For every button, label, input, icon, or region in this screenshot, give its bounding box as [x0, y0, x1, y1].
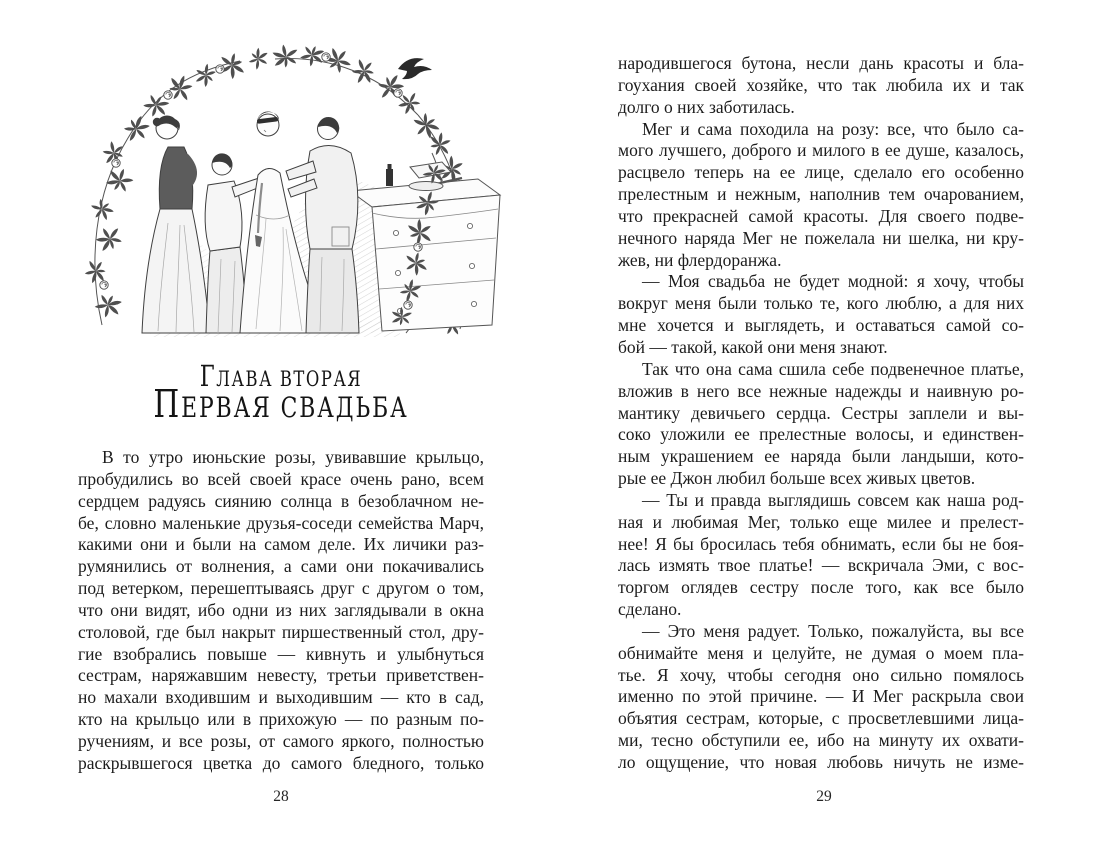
- text-line: мого лучшего, доброго и милого в ее душе, казалось,: [618, 140, 1024, 161]
- page-number-left: 28: [273, 788, 289, 805]
- text-line: кто на крыльцо или в прихожую — по разным по-: [78, 709, 484, 730]
- text-line: обнимайте меня и целуйте, не думая о моем пла-: [618, 642, 1024, 663]
- text-line: что они видят, ибо одни из них заглядывали в окна: [78, 599, 484, 620]
- left-page-text: [78, 447, 484, 775]
- text-line: — Моя свадьба не будет модной: я хочу, чтобы: [642, 271, 1024, 292]
- text-line: гоухания своей хозяйке, что так любила их и так: [618, 74, 1024, 95]
- text-line: народившегося бутона, несли дань красоты и бла-: [618, 53, 1024, 73]
- bird-illustration: [398, 58, 432, 79]
- figure-left-sister: [142, 116, 210, 333]
- text-line: объятия сестрам, которые, с просветлевшими лица-: [618, 708, 1024, 729]
- text-line: под ветерком, перешептываясь друг с другом о том,: [78, 578, 484, 599]
- text-line: сестрам, наряжавшим невесту, третьи приветствен-: [78, 665, 484, 686]
- text-line: — Это меня радует. Только, пожалуйста, вы все: [642, 620, 1024, 641]
- text-line: бе, словно маленькие друзья-соседи семейства Марч,: [78, 512, 484, 533]
- text-line: раскрывшегося цветка до самого бледного, только: [78, 752, 484, 773]
- text-line: ручениям, и все розы, от самого яркого, полностью: [78, 730, 484, 751]
- text-line: что прекрасней самой красоты. Для своего подве-: [618, 205, 1024, 226]
- text-line: но махали входившим и выходившим — кто в сад,: [78, 687, 484, 708]
- right-page-text: [618, 53, 1024, 774]
- text-line: ная и любимая Мег, только еще милее и прелест-: [618, 511, 1024, 532]
- text-line: сердцем радуясь сиянию солнца в безоблачном не-: [78, 490, 484, 511]
- text-line: мантику девичьего сердца. Сестры заплели и вы-: [618, 402, 1024, 423]
- text-line: ло ощущение, что новая любовь ничуть не изме-: [618, 752, 1024, 772]
- text-line: ми, тесно обступили ее, ибо на минуту их охвати-: [618, 730, 1024, 751]
- text-line: Мег и сама походила на розу: все, что было са-: [642, 118, 1024, 139]
- text-line: соко уложили ее прелестные волосы, и единствен-: [618, 424, 1024, 445]
- text-line: гие взобрались повыше — кивнуть и улыбнуться: [78, 643, 484, 664]
- text-line: расцвело теперь на ее лице, сделало его особенно: [618, 162, 1024, 183]
- text-line: сделано.: [618, 599, 682, 620]
- text-line: прелестным и нежным, наполнив тем очарованием,: [618, 184, 1024, 205]
- text-line: какими они и были на самом деле. Их личики раз-: [78, 534, 484, 555]
- text-line: нее! Я бы бросилась тебя обнимать, если бы не боя-: [618, 533, 1024, 554]
- text-line: В то утро июньские розы, увивавшие крыльцо,: [102, 447, 484, 467]
- text-line: торгом оглядев сестру после того, как все было: [618, 577, 1024, 598]
- text-line: рые ее Джон любил больше всех живых цветов.: [618, 468, 976, 489]
- text-line: румянились от волнения, а сами они покачивались: [78, 556, 484, 577]
- text-line: бой — такой, какой они меня знают.: [618, 336, 888, 357]
- page-number-right: 29: [816, 788, 832, 805]
- text-line: — Ты и правда выглядишь совсем как наша род-: [642, 489, 1024, 510]
- text-line: нечного наряда Мег не пожелала ни шелка, ни кру-: [618, 227, 1024, 248]
- text-line: вложив в него все нежные надежды и наивную ро-: [618, 380, 1024, 401]
- text-line: мне хочется и выглядеть, и оставаться самой со-: [618, 315, 1024, 336]
- text-line: вокруг меня были только те, кого люблю, а для них: [618, 293, 1024, 314]
- chapter-illustration: [80, 33, 504, 345]
- text-line: пробудились во всей своей красе очень рано, всем: [78, 468, 484, 489]
- chapter-title: ПЕРВАЯ СВАДЬБА: [153, 382, 409, 426]
- text-line: жев, ни флердоранжа.: [618, 249, 782, 270]
- text-line: столовой, где был накрыт пиршественный стол, дру-: [78, 621, 484, 642]
- chapter-label: ГЛАВА ВТОРАЯ: [199, 359, 363, 393]
- text-line: долго о них заботилась.: [618, 96, 795, 117]
- text-line: тье. Я хочу, чтобы сегодня оно сильно помялось: [618, 664, 1024, 685]
- text-line: ным украшением ее наряда были ландыши, кото-: [618, 446, 1024, 467]
- text-line: именно по этой причине. — И Мег раскрыла свои: [618, 686, 1024, 707]
- text-line: лась измять твое платье! — вскричала Эми, с вос-: [618, 555, 1024, 576]
- text-line: Так что она сама сшила себе подвенечное платье,: [642, 358, 1024, 379]
